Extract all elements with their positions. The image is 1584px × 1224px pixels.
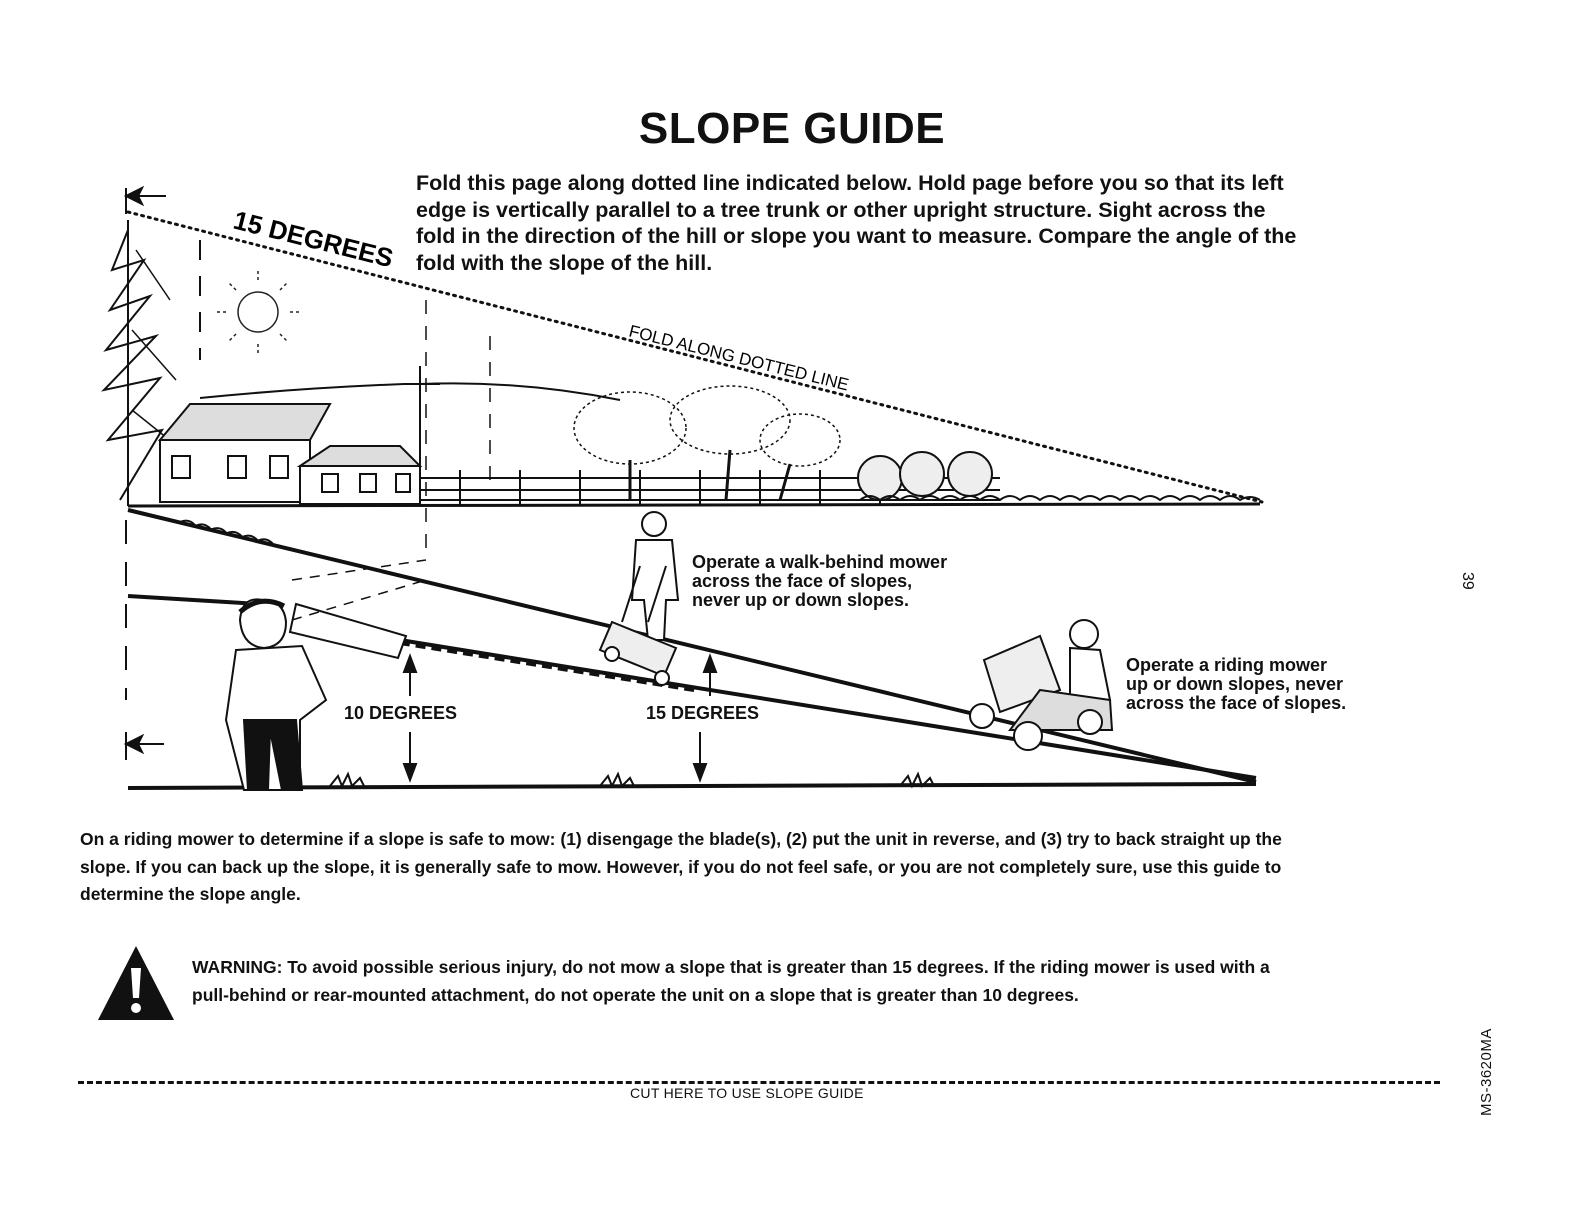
cut-label: CUT HERE TO USE SLOPE GUIDE: [630, 1085, 864, 1101]
riding-mower-note: [1126, 656, 1346, 713]
riding-note-line: up or down slopes, never: [1126, 674, 1344, 694]
label-10-degrees: 10 DEGREES: [344, 703, 458, 723]
document-code: MS-3620MA: [1478, 1028, 1495, 1116]
instruction-line: fold with the slope of the hill.: [416, 250, 713, 275]
walk-note-line: Operate a walk-behind mower: [692, 552, 948, 572]
walk-note-line: across the face of slopes,: [692, 571, 913, 591]
warning-icon: [96, 944, 176, 1022]
person-with-guide-icon: [226, 560, 426, 790]
orchard-trees-icon: [574, 386, 840, 500]
instruction-line: Fold this page along dotted line indicated below. Hold page before you so that its left: [416, 171, 1284, 195]
angle-label: 15 DEGREES: [230, 204, 397, 274]
walk-note-line: never up or down slopes.: [692, 590, 910, 610]
riding-note-line: across the face of slopes.: [1126, 693, 1347, 713]
shrubs-icon: [858, 452, 992, 500]
instruction-line: edge is vertically parallel to a tree trunk or other upright structure. Sight across the: [416, 197, 1266, 222]
instruction-line: fold in the direction of the hill or slope you want to measure. Compare the angle of the: [416, 224, 1297, 248]
riding-mower-icon: [970, 620, 1112, 750]
cut-line: [78, 1081, 1440, 1084]
sun-icon: [214, 268, 302, 356]
riding-note-line: Operate a riding mower: [1126, 655, 1328, 675]
warning-line: pull-behind or rear-mounted attachment, do not operate the unit on a slope that is greater than 10 degrees.: [192, 984, 1079, 1005]
paragraph-line: On a riding mower to determine if a slope is safe to mow: (1) disengage the blade(s), (2) put the unit in reverse, and (3) try to back straight up the: [80, 829, 1282, 849]
walk-behind-note: [692, 553, 947, 610]
paragraph-line: slope. If you can back up the slope, it is generally safe to mow. However, if you do not feel safe, or you are not completely sure, use this guide to: [80, 856, 1282, 877]
safety-paragraph: [80, 826, 1500, 909]
warning-line: WARNING: To avoid possible serious injury, do not mow a slope that is greater than 15 degrees. If the riding mower is used with a: [192, 957, 1270, 977]
paragraph-line: determine the slope angle.: [80, 884, 301, 904]
fold-label: FOLD ALONG DOTTED LINE: [627, 321, 851, 395]
house-icon: [160, 404, 420, 504]
page-title: SLOPE GUIDE: [638, 104, 946, 153]
warning-message: [192, 954, 1452, 1009]
page-number: 39: [1459, 572, 1476, 590]
label-15-degrees: 15 DEGREES: [646, 703, 760, 723]
upper-ground: [128, 504, 1260, 506]
walk-behind-mower-icon: [600, 512, 678, 685]
